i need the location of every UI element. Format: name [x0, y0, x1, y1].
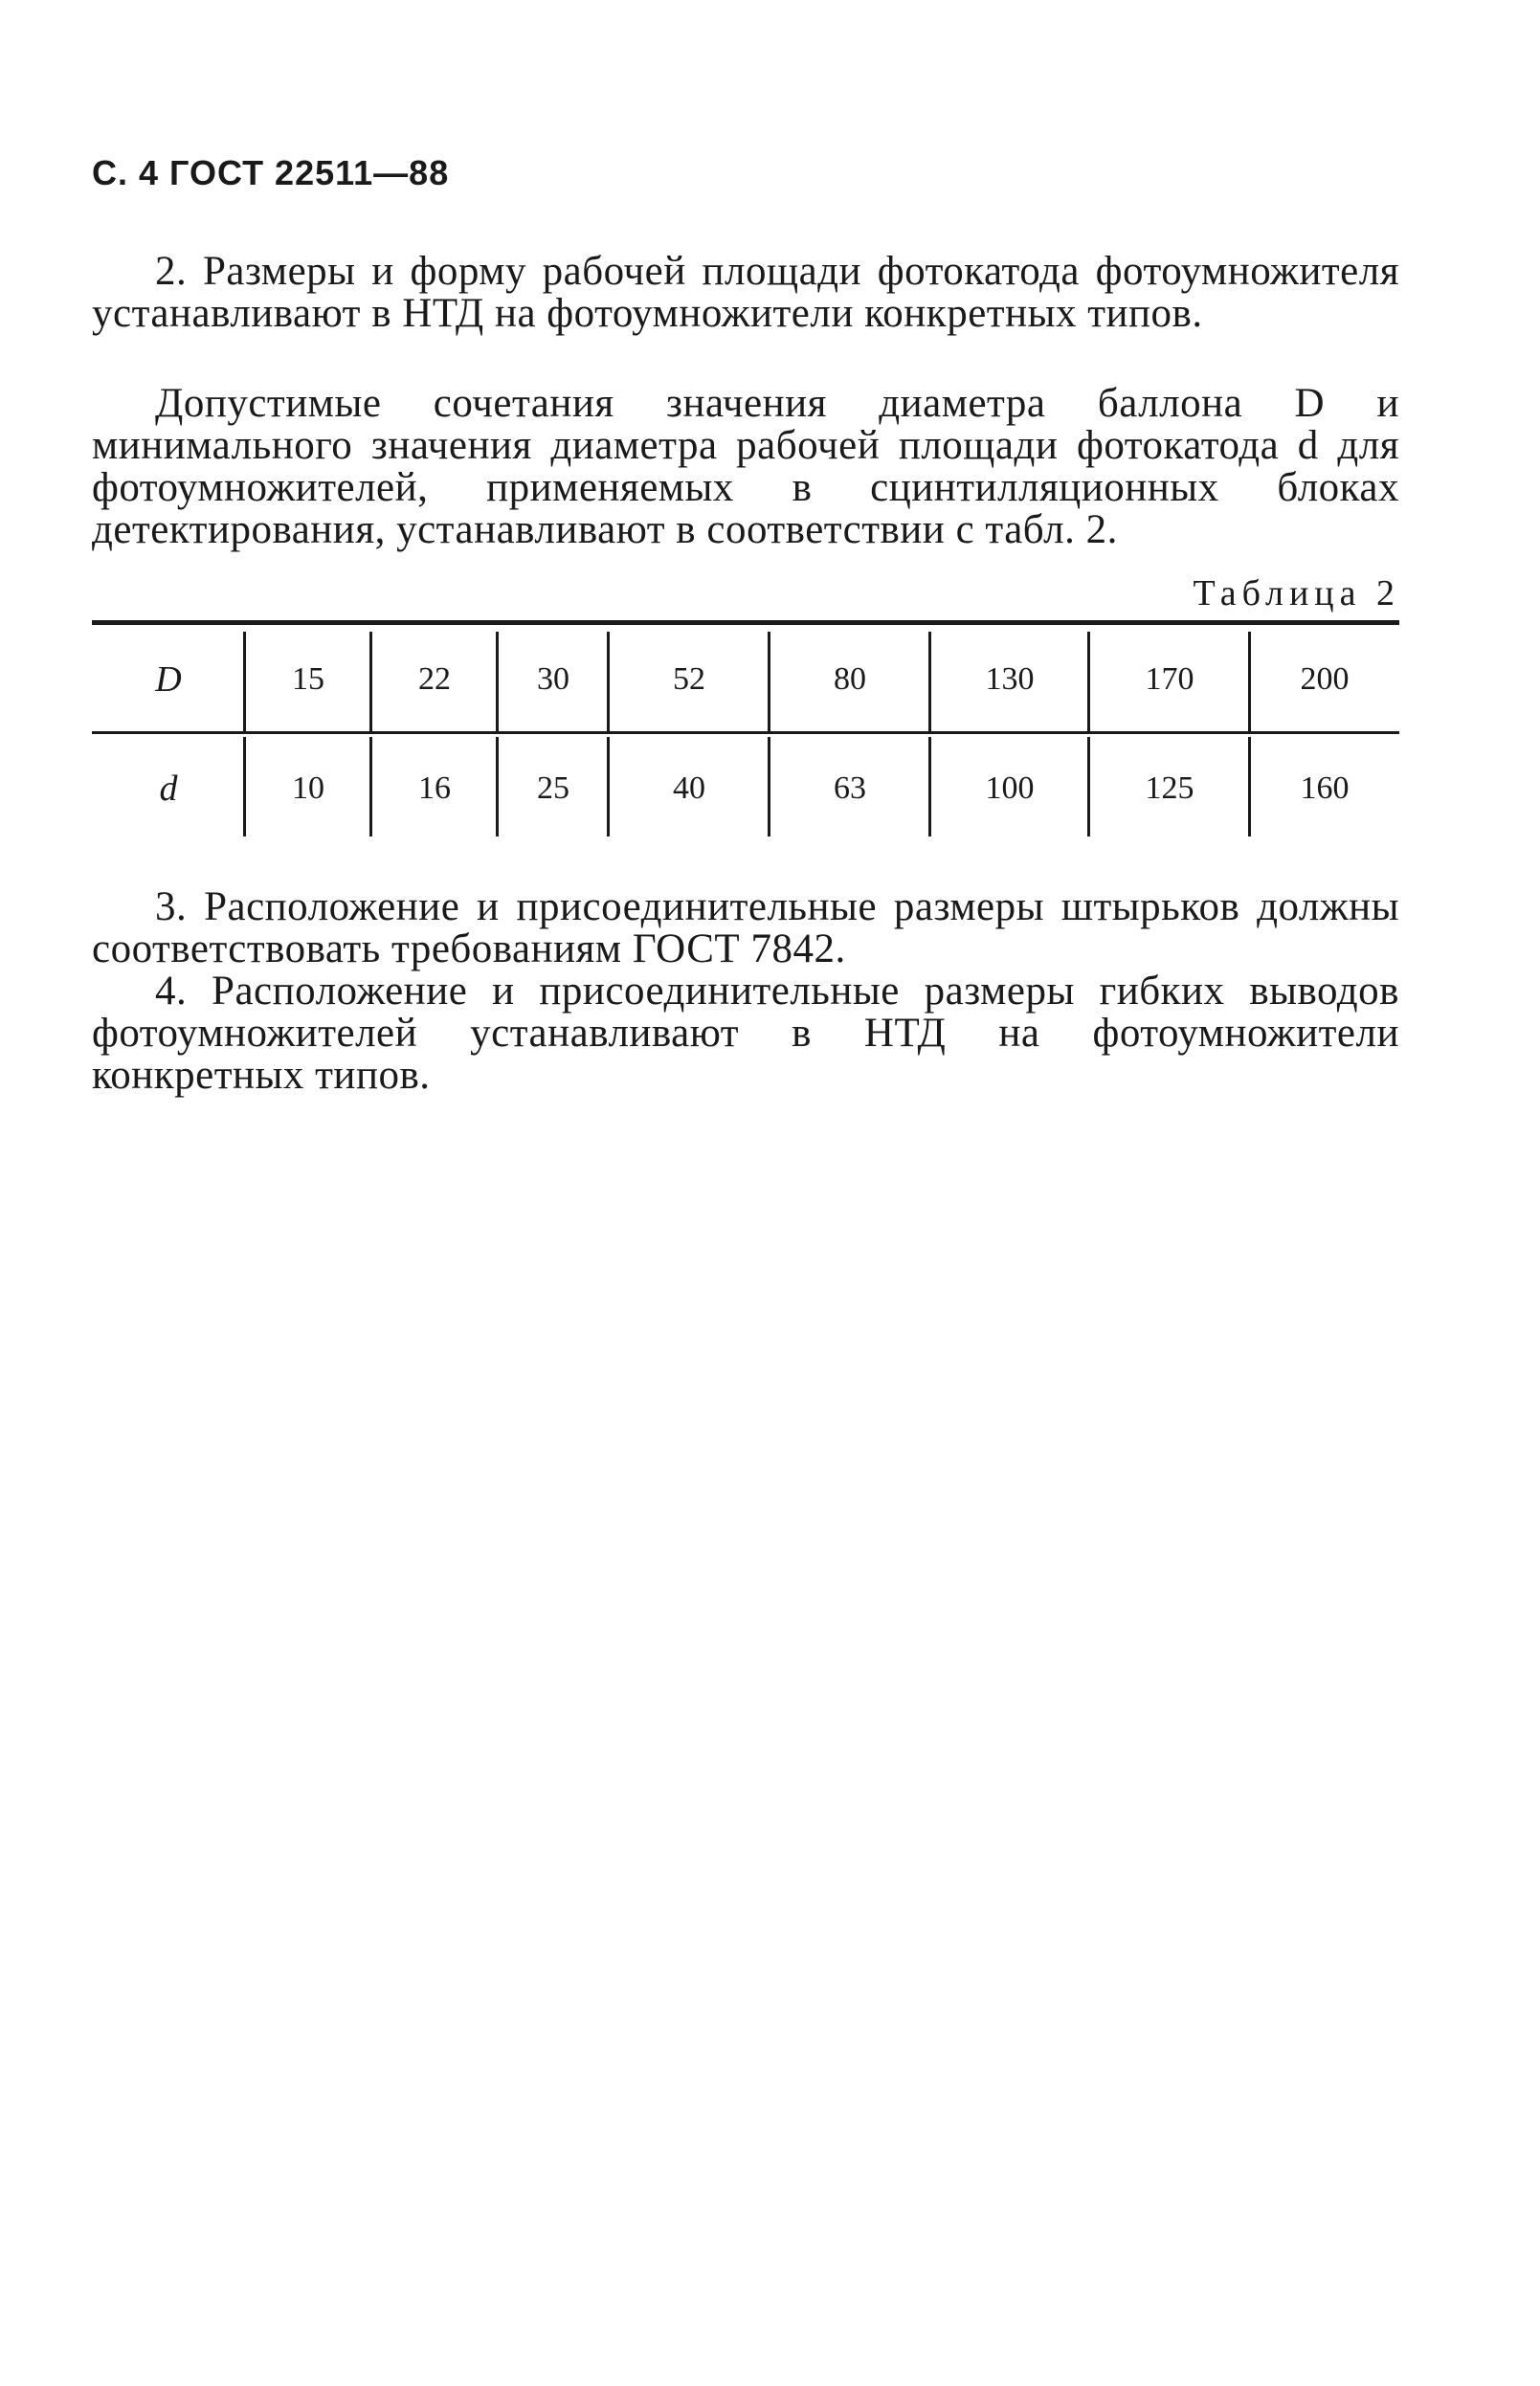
table-cell: 63 [834, 770, 866, 806]
table-row-D [92, 627, 1399, 732]
column-divider [768, 632, 770, 733]
column-divider [1087, 737, 1090, 836]
column-divider [928, 632, 931, 733]
table-cell: 52 [673, 661, 705, 697]
column-divider [243, 632, 246, 733]
row-label-d: d [159, 769, 178, 809]
table-cell: 16 [418, 770, 451, 806]
table-caption: Таблица 2 [1193, 573, 1400, 613]
table-cell: 15 [292, 661, 324, 697]
column-divider [1248, 632, 1251, 733]
table-cell: 125 [1145, 770, 1194, 806]
table-cell: 200 [1300, 661, 1350, 697]
column-divider [369, 632, 372, 733]
table-top-rule [92, 620, 1399, 625]
paragraph-3: 3. Расположение и присоединительные размеры штырьков должны соответствовать требованиям ГОСТ 7842. [92, 884, 1399, 971]
column-divider [1087, 632, 1090, 733]
column-divider [496, 737, 499, 836]
paragraph-4: 4. Расположение и присоединительные размеры гибких выводов фотоумножителей устанавливают в НТД на фотоумножители конкретных типов. [92, 969, 1399, 1098]
column-divider [768, 737, 770, 836]
table-cell: 25 [537, 770, 569, 806]
column-divider [607, 737, 610, 836]
page-header: С. 4 ГОСТ 22511—88 [92, 153, 450, 192]
table-cell: 170 [1145, 661, 1194, 697]
paragraph-2: 2. Размеры и форму рабочей площади фотокатода фотоумножителя устанавливают в НТД на фотоумножители конкретных типов. [92, 249, 1399, 336]
table-row-d [92, 736, 1399, 841]
table-cell: 100 [985, 770, 1035, 806]
table-cell: 22 [418, 661, 451, 697]
table-cell: 30 [537, 661, 569, 697]
column-divider [496, 632, 499, 733]
column-divider [607, 632, 610, 733]
table-cell: 10 [292, 770, 324, 806]
column-divider [369, 737, 372, 836]
row-label-D: D [155, 659, 182, 700]
column-divider [928, 737, 931, 836]
table-cell: 40 [673, 770, 705, 806]
column-divider [243, 737, 246, 836]
table-cell: 80 [834, 661, 866, 697]
table-cell: 130 [985, 661, 1035, 697]
table-cell: 160 [1300, 770, 1350, 806]
column-divider [1248, 737, 1251, 836]
paragraph-2-continued: Допустимые сочетания значения диаметра баллона D и минимального значения диаметра рабочей площади фотокатода d для фотоумножителей, применяемых в сцинтилляционных блоках детектирования, устанавливают в соответствии с табл. 2. [92, 381, 1399, 552]
